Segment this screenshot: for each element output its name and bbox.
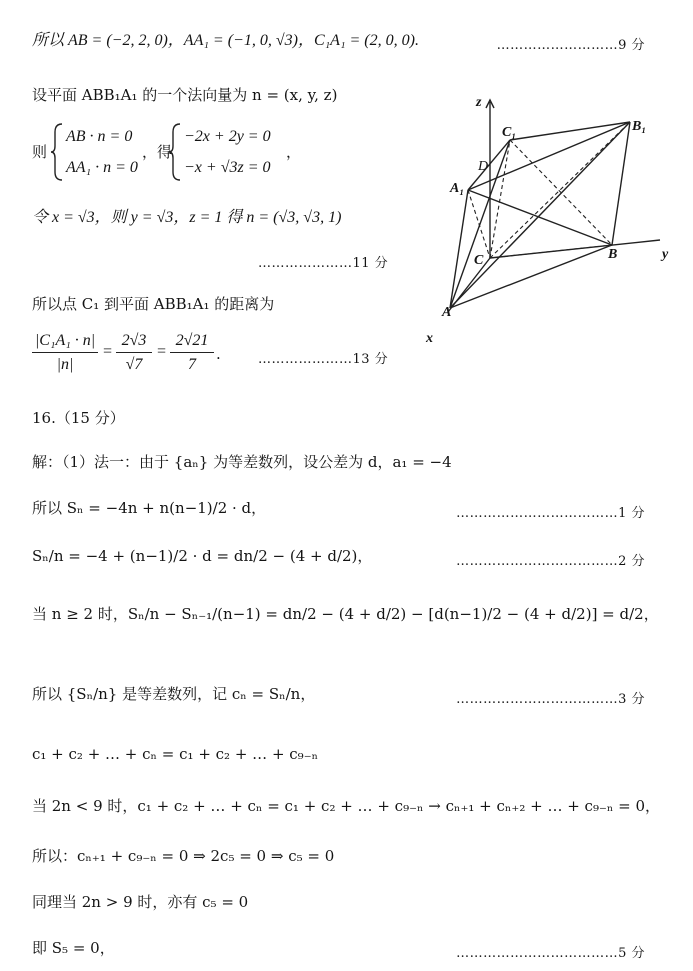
equals-2: = bbox=[156, 343, 167, 360]
label-z: z bbox=[476, 95, 482, 110]
equation-xz: −x + √3z = 0 bbox=[184, 159, 271, 176]
hidden-edge-cb1 bbox=[490, 122, 630, 258]
text-line-4 bbox=[32, 207, 341, 228]
problem-16-heading: 16.（15 分） bbox=[32, 409, 125, 427]
text-line-15: 所以：cₙ₊₁ + c₉₋ₙ = 0 ⇒ 2c₅ = 0 ⇒ c₅ = 0 bbox=[32, 847, 335, 865]
text-comma: ， bbox=[286, 143, 302, 161]
vector-coordinates: 所以 AB = (−2, 2, 0)，AA₁ = (−1, 0, √3)，C₁A₁ = (2, 0, 0). bbox=[32, 32, 419, 49]
text-line-9: 所以 Sₙ = −4n + n(n−1)/2 · d， bbox=[32, 499, 267, 517]
fraction-2sqrt21-7 bbox=[170, 330, 214, 377]
label-c1: C₁ bbox=[502, 125, 517, 140]
text-line-16: 同理当 2n > 9 时，亦有 c₅ = 0 bbox=[32, 893, 249, 911]
edge-a1b1 bbox=[468, 122, 630, 190]
text-then: 则 bbox=[32, 143, 48, 161]
edge-a1c1 bbox=[468, 140, 510, 190]
score-11: …………………11 分 bbox=[258, 256, 389, 271]
label-a1: A₁ bbox=[450, 181, 465, 196]
fraction-denominator: |n| bbox=[56, 356, 74, 373]
fraction-2sqrt3-sqrt7 bbox=[116, 330, 152, 377]
text-line-17: 即 S₅ = 0， bbox=[32, 939, 115, 957]
score-5: ………………………………5 分 bbox=[456, 946, 645, 961]
period: . bbox=[216, 345, 221, 363]
fraction-numerator: |C₁A₁ · n| bbox=[32, 330, 98, 353]
label-y: y bbox=[662, 247, 669, 262]
left-brace-2 bbox=[168, 122, 182, 182]
text-line-1 bbox=[32, 30, 419, 51]
label-d: D bbox=[478, 159, 489, 174]
equation-aa1-n: AA₁ · n = 0 bbox=[66, 159, 138, 176]
numerator-2sqrt3: 2√3 bbox=[116, 330, 152, 353]
label-b: B bbox=[608, 247, 618, 262]
label-b1: B₁ bbox=[632, 119, 647, 134]
denominator-7: 7 bbox=[188, 356, 196, 373]
text-line-2: 设平面 ABB₁A₁ 的一个法向量为 n = (x, y, z) bbox=[32, 86, 338, 104]
normal-vector: 令 x = √3，则 y = √3，z = 1 得 n = (√3, √3, 1) bbox=[32, 209, 342, 226]
text-line-5: 所以点 C₁ 到平面 ABB₁A₁ 的距离为 bbox=[32, 295, 275, 313]
label-a: A bbox=[442, 305, 452, 320]
text-line-14: 当 2n < 9 时，c₁ + c₂ + … + cₙ = c₁ + c₂ + … + c₉₋ₙ → cₙ₊₁ + cₙ₊₂ + … + c₉₋ₙ = 0， bbox=[32, 797, 661, 815]
text-get: ，得 bbox=[142, 143, 173, 161]
score-13: …………………13 分 bbox=[258, 352, 389, 367]
fraction-distance bbox=[32, 330, 98, 377]
text-line-10: Sₙ/n = −4 + (n−1)/2 · d = dn/2 − (4 + d/2)， bbox=[32, 547, 373, 565]
equation-xy: −2x + 2y = 0 bbox=[184, 128, 271, 145]
edge-c1b1 bbox=[510, 122, 630, 140]
left-brace-1 bbox=[50, 122, 64, 182]
score-9: ………………………9 分 bbox=[496, 38, 645, 53]
text-line-11: 当 n ≥ 2 时，Sₙ/n − Sₙ₋₁/(n−1) = dn/2 − (4 + d/2) − [d(n−1)/2 − (4 + d/2)] = d/2， bbox=[32, 605, 659, 623]
denominator-sqrt7: √7 bbox=[125, 356, 143, 373]
prism-figure bbox=[410, 80, 685, 355]
score-1: ………………………………1 分 bbox=[456, 506, 645, 521]
numerator-2sqrt21: 2√21 bbox=[170, 330, 214, 353]
score-2: ………………………………2 分 bbox=[456, 554, 645, 569]
diagonal-ab1 bbox=[450, 122, 630, 308]
equation-ab-n: AB · n = 0 bbox=[66, 128, 133, 145]
label-c: C bbox=[474, 253, 484, 268]
label-x: x bbox=[426, 331, 433, 346]
text-line-12: 所以 {Sₙ/n} 是等差数列，记 cₙ = Sₙ/n， bbox=[32, 685, 316, 703]
text-line-8: 解：（1）法一：由于 {aₙ} 为等差数列，设公差为 d，a₁ = −4 bbox=[32, 453, 452, 471]
equals-1: = bbox=[102, 343, 113, 360]
text-line-13: c₁ + c₂ + … + cₙ = c₁ + c₂ + … + c₉₋ₙ bbox=[32, 745, 319, 763]
score-3: ………………………………3 分 bbox=[456, 692, 645, 707]
edge-bb1 bbox=[612, 122, 630, 245]
